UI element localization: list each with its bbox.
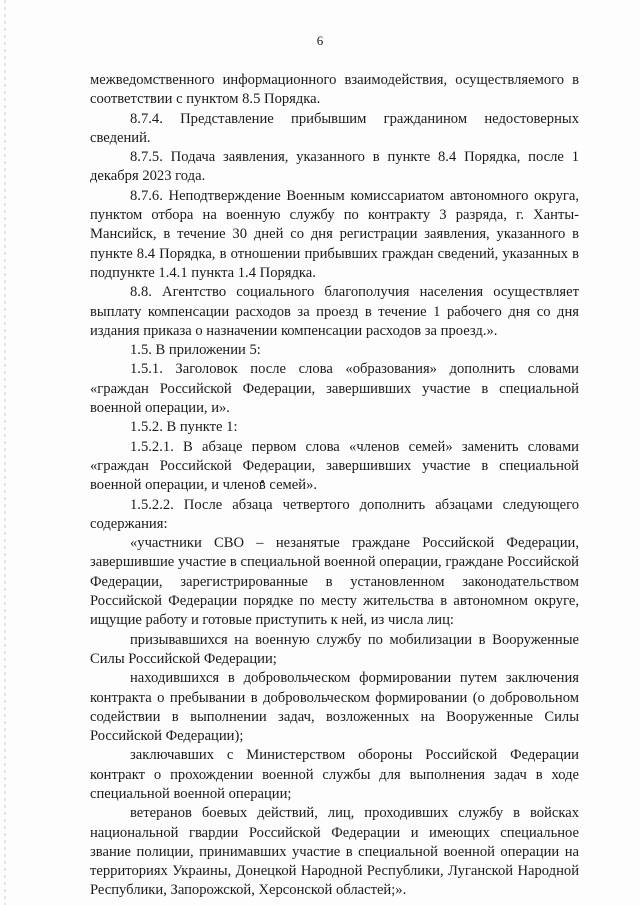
paragraph-1-5-2: 1.5.2. В пункте 1:	[130, 419, 238, 436]
paragraph-1-5-2-1: 1.5.2.1. В абзаце первом слова «членов семей» заменить словами «граждан Российской Федерации, завершивших участие в специальной военной операции, и членов семей».	[90, 438, 579, 494]
paragraph-volunteers: находившихся в добровольческом формировании путем заключения контракта о пребывании в добровольческом формировании (о добровольном содействии в выполнении задач, возложенных на Вооруженные Силы Российской Федерации);	[90, 670, 579, 745]
paragraph-mobilized: призывавшихся на военную службу по мобилизации в Вооруженные Силы Российской Федерации;	[90, 631, 579, 667]
paragraph-svo-participants: «участники СВО – незанятые граждане Российской Федерации, завершившие участие в специальной военной операции, граждане Российской Федерации, зарегистрированные в установленном законодательством Российской Федерации порядке по месту жительства в автономном округе, ищущие работу и готовые приступить к ней, из числа лиц:	[90, 535, 579, 629]
paragraph-8-8: 8.8. Агентство социального благополучия населения осуществляет выплату компенсации расходов за проезд в течение 1 рабочего дня со дня издания приказа о назначении компенсации расходов за проезд.».	[90, 284, 579, 339]
paragraph-contract: заключавших с Министерством обороны Российской Федерации контракт о прохождении военной службы для выполнения задач в ходе специальной военной операции;	[90, 747, 579, 802]
paragraph-8-7-6: 8.7.6. Неподтверждение Военным комиссариатом автономного округа, пунктом отбора на военную службу по контракту 3 разряда, г. Ханты-Мансийск, в течение 30 дней со дня регистрации заявления, указанного в пункте 8.4 Порядка, в отношении прибывших граждан сведений, указанных в подпункте 1.4.1 пункта 1.4 Порядка.	[90, 187, 579, 281]
paragraph-continuation: межведомственного информационного взаимодействия, осуществляемого в соответствии с пунктом 8.5 Порядка.	[90, 72, 579, 108]
paragraph-1-5-2-2: 1.5.2.2. После абзаца четвертого дополнить абзацами следующего содержания:	[90, 496, 579, 532]
document-body	[90, 71, 579, 901]
scan-edge-artifact	[4, 0, 6, 905]
paragraph-1-5: 1.5. В приложении 5:	[130, 342, 261, 359]
page-number: 6	[316, 33, 324, 48]
paragraph-veterans: ветеранов боевых действий, лиц, проходивших службу в войсках национальной гвардии Российской Федерации и имеющих специальное звание полиции, принимавших участие в специальной военной операции на территориях Украины, Донецкой Народной Республики, Луганской Народной Республики, Запорожской, Херсонской областей;».	[90, 805, 579, 899]
paragraph-8-7-5: 8.7.5. Подача заявления, указанного в пункте 8.4 Порядка, после 1 декабря 2023 года.	[90, 149, 579, 185]
paragraph-1-5-1: 1.5.1. Заголовок после слова «образования» дополнить словами «граждан Российской Федерации, завершивших участие в специальной военной операции, и».	[90, 361, 579, 417]
paragraph-8-7-4: 8.7.4. Представление прибывшим гражданином недостоверных сведений.	[90, 110, 579, 146]
